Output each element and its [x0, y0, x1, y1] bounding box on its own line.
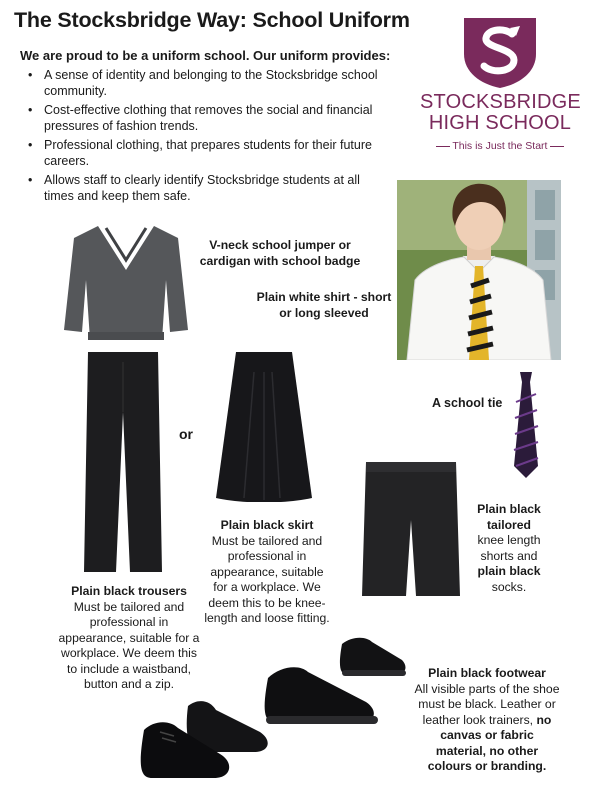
jumper-image [58, 220, 194, 344]
footwear-body: All visible parts of the shoe must be black. Leather or leather look trainers, [414, 681, 560, 727]
benefit-item: • Cost-effective clothing that removes the social and financial pressures of fashion trends. [20, 103, 380, 134]
benefit-item: • A sense of identity and belonging to the Stocksbridge school community. [20, 68, 380, 99]
trousers-image [82, 352, 164, 572]
footwear-rules: no canvas or fabric material, no other colours or branding. [427, 712, 552, 773]
shorts-heading: Plain black [477, 502, 541, 516]
tie-caption: A school tie [432, 396, 503, 410]
tagline-text: This is Just the Start [452, 140, 548, 152]
shield-crest-icon [460, 14, 540, 90]
trousers-caption [55, 584, 203, 693]
shorts-caption [466, 502, 552, 595]
intro-text: We are proud to be a uniform school. Our uniform provides: [20, 48, 391, 63]
shorts-image [362, 460, 460, 600]
leather-shoes-image [140, 696, 274, 784]
school-name-line1: STOCKSBRIDGE [420, 91, 581, 113]
trousers-body: Must be tailored and professional in appearance, suitable for a workplace. We deem this to include a waistband, button and a zip. [58, 599, 200, 691]
school-name [420, 92, 580, 134]
trousers-heading: Plain black trousers [71, 584, 187, 598]
footwear-heading: Plain black footwear [428, 666, 546, 680]
shirt-caption: Plain white shirt - short or long sleeved [256, 290, 392, 320]
tie-image [512, 372, 540, 478]
school-tagline [420, 140, 580, 152]
benefit-item: • Professional clothing, that prepares students for their future careers. [20, 138, 380, 169]
page-title: The Stocksbridge Way: School Uniform [14, 8, 410, 32]
benefit-item: • Allows staff to clearly identify Stocksbridge students at all times and keep them safe. [20, 173, 380, 204]
benefits-list [20, 68, 380, 208]
socks-text: socks. [491, 579, 527, 594]
skirt-body: Must be tailored and professional in appearance, suitable for a workplace. We deem this to be knee-length and loose fitting. [204, 533, 330, 625]
socks-heading: plain black [477, 564, 541, 578]
footwear-caption [414, 666, 560, 775]
jumper-caption: V-neck school jumper or cardigan with school badge [199, 238, 361, 268]
trainers-image [262, 630, 412, 730]
skirt-caption [202, 518, 332, 627]
skirt-image [214, 352, 314, 502]
shorts-tailored: tailored [486, 517, 532, 532]
school-name-line2: HIGH SCHOOL [428, 112, 572, 134]
or-label: or [179, 426, 193, 442]
skirt-heading: Plain black skirt [220, 518, 314, 532]
shorts-body: knee length shorts and [477, 533, 541, 563]
student-photo [397, 180, 561, 360]
